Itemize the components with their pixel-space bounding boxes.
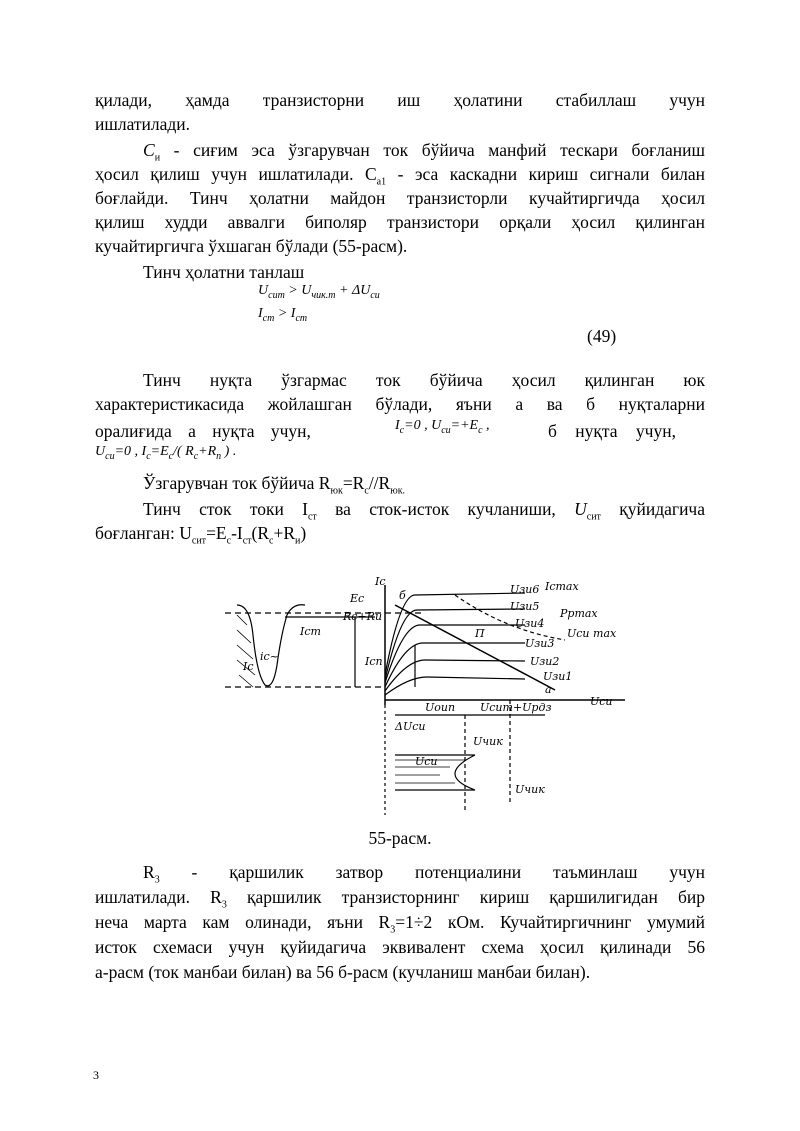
label-point-b: б bbox=[399, 589, 406, 602]
p6-text-b: ва сток-исток кучланиши, bbox=[316, 499, 575, 519]
label-rc-ru: Rc+Ru bbox=[343, 610, 383, 623]
paragraph-5-text: Ўзгарувчан ток бўйича R bbox=[143, 473, 331, 493]
p5-sub2: c bbox=[364, 485, 369, 497]
cu-symbol: С bbox=[143, 140, 155, 160]
curve-uzi2 bbox=[385, 660, 525, 691]
paragraph-7-line-4: исток схемаси учун қуйидагича эквивалент схема ҳосил қилинади 56 bbox=[95, 937, 705, 957]
curve-uzi1 bbox=[385, 677, 525, 695]
math-a-sub: c bbox=[399, 424, 405, 436]
paragraph-4-line-3b: б нуқта учун, bbox=[548, 421, 676, 441]
math-b-sub5: п bbox=[216, 450, 222, 462]
math-a-rest2: =+E bbox=[450, 418, 479, 433]
label-uzi5: Uзи5 bbox=[510, 600, 540, 613]
math-b-sub3: c bbox=[168, 450, 174, 462]
p6-u-symbol: U bbox=[574, 499, 587, 519]
label-ec: Ec bbox=[350, 592, 365, 605]
p6-line2-sub5: и bbox=[295, 535, 301, 547]
paragraph-2-line-2-text: ҳосил қилиш учун ишлатилади. С bbox=[95, 164, 377, 184]
label-uzi6: Uзи6 bbox=[510, 583, 540, 596]
label-ic-tilde: ic~ bbox=[260, 650, 279, 663]
label-uzi1: Uзи1 bbox=[543, 670, 573, 683]
label-uzi4: Uзи4 bbox=[515, 617, 545, 630]
math-b-u: U bbox=[95, 444, 106, 459]
formula-2-i: I bbox=[258, 306, 263, 321]
math-b-sub2: c bbox=[146, 450, 151, 462]
page-number: 3 bbox=[93, 1068, 99, 1082]
p6-text-d: қуйидагича bbox=[600, 499, 706, 519]
equation-number: (49) bbox=[587, 326, 617, 346]
paragraph-2-line-4: қилиш худди аввалги биполяр транзистори орқали ҳосил қилинган bbox=[95, 212, 705, 232]
math-b-rest: =0 , I bbox=[114, 444, 147, 459]
math-b-rest4: +R bbox=[198, 444, 217, 459]
p7-line2-text: ишлатилади. R bbox=[95, 887, 222, 907]
math-a-end: , bbox=[482, 418, 490, 433]
label-ic-left: Ic bbox=[243, 660, 254, 673]
p5-sub: юк bbox=[330, 485, 343, 497]
formula-1-sub: сит bbox=[268, 289, 285, 301]
p7-line2-rest: қаршилик транзисторнинг кириш қаршилигидан бир bbox=[226, 887, 705, 907]
formula-1-u: U bbox=[258, 283, 269, 298]
math-a-sub3: c bbox=[478, 424, 483, 436]
paragraph-4-line-3a: оралиғида а нуқта учун, bbox=[95, 421, 311, 441]
p5-rest2: //R bbox=[368, 473, 391, 493]
label-uzi3: Uзи3 bbox=[525, 637, 555, 650]
p6-sub-a: ст bbox=[307, 511, 317, 523]
p6-line2-end: ) bbox=[300, 523, 307, 543]
paragraph-2-line-3: боғлайди. Тинч ҳолатни майдон транзисторли кучайтиргичда ҳосил bbox=[95, 188, 705, 208]
math-b-rest3: /( R bbox=[173, 444, 194, 459]
label-u-chik-1: Uчик bbox=[473, 735, 503, 748]
label-u-chik-2: Uчик bbox=[515, 783, 545, 796]
label-icp: Icп bbox=[365, 655, 383, 668]
paragraph-2-line-5: кучайтиргичга ўхшаган бўлади (55-расм). bbox=[95, 236, 408, 256]
paragraph-4-line-1: Тинч нуқта ўзгармас ток бўйича ҳосил қилинган юк bbox=[143, 370, 705, 390]
curve-uzi4 bbox=[385, 625, 525, 683]
label-u-bottom: Uси bbox=[415, 755, 438, 768]
p6-sub-c: сит bbox=[586, 511, 601, 523]
label-point-a: а bbox=[545, 683, 552, 696]
p7-line2-sub: 3 bbox=[221, 899, 227, 911]
p6-line2-rest3: (R bbox=[251, 523, 270, 543]
p5-sub3: юк. bbox=[390, 485, 406, 497]
p6-text-a: Тинч сток токи I bbox=[143, 499, 308, 519]
label-icmax: Icmax bbox=[545, 580, 579, 593]
formula-2-gt: > I bbox=[274, 306, 296, 321]
paragraph-6-line-2 bbox=[95, 521, 705, 554]
curve-uzi3 bbox=[385, 643, 525, 687]
p7-line3-sub: 3 bbox=[390, 924, 396, 936]
formula-2 bbox=[258, 306, 307, 324]
label-ic: Ic bbox=[375, 575, 386, 588]
cu-subscript: и bbox=[154, 152, 161, 164]
p6-line2-sub4: c bbox=[269, 535, 274, 547]
p6-line2-sub: сит bbox=[191, 535, 207, 547]
formula-1-gt: > U bbox=[284, 283, 312, 298]
paragraph-1-line-1: қилади, ҳамда транзисторни иш ҳолатини стабиллаш учун bbox=[95, 90, 705, 110]
p6-line2-rest2: -I bbox=[231, 523, 243, 543]
formula-1-sub3: си bbox=[370, 289, 380, 301]
figure-55-transistor-characteristics bbox=[225, 575, 635, 815]
p6-line2-text: боғланган: U bbox=[95, 523, 192, 543]
formula-1-sub2: чик.т bbox=[311, 289, 336, 301]
label-uzi2: Uзи2 bbox=[530, 655, 560, 668]
label-usm: Uсит+Uрдз bbox=[480, 701, 552, 714]
p7-line1-rest: - қаршилик затвор потенциалини таъминлаш учун bbox=[159, 862, 705, 882]
p7-r3: R bbox=[143, 862, 155, 882]
math-a-i: I bbox=[395, 418, 400, 433]
math-point-a bbox=[395, 418, 490, 436]
p5-rest: =R bbox=[342, 473, 365, 493]
math-b-rest2: =E bbox=[150, 444, 169, 459]
label-usi-max: Ucи max bbox=[567, 627, 617, 640]
math-a-sub2: си bbox=[441, 424, 451, 436]
p6-line2-sub2: c bbox=[226, 535, 232, 547]
formula-1 bbox=[258, 283, 380, 301]
curve-uzi5 bbox=[385, 609, 525, 680]
p7-r3-sub: 3 bbox=[154, 874, 160, 886]
paragraph-1-line-2: ишлатилади. bbox=[95, 114, 191, 134]
math-a-rest: =0 , U bbox=[404, 418, 442, 433]
paragraph-2-line-1-text: - сиғим эса ўзгарувчан ток бўйича манфий тескари боғланиш bbox=[160, 140, 705, 160]
formula-2-sub2: ст bbox=[295, 312, 308, 324]
ca1-subscript: а1 bbox=[376, 176, 387, 188]
p6-line2-rest: =E bbox=[206, 523, 227, 543]
p6-line2-sub3: ст bbox=[242, 535, 252, 547]
paragraph-7-line-5: а-расм (ток манбаи билан) ва 56 б-расм (кучланиш манбаи билан). bbox=[95, 962, 591, 982]
p7-line3-text: неча марта кам олинади, яъни R bbox=[95, 912, 391, 932]
figure-caption: 55-расм. bbox=[368, 828, 432, 848]
label-ucu: Ucu bbox=[590, 695, 613, 708]
label-point-n: П bbox=[475, 627, 485, 640]
paragraph-3: Тинч ҳолатни танлаш bbox=[143, 262, 305, 282]
formula-1-plus: + ΔU bbox=[335, 283, 371, 298]
math-b-sub4: c bbox=[193, 450, 199, 462]
paragraph-2-line-2-rest: - эса каскадни кириш сигнали билан bbox=[386, 164, 705, 184]
math-b-sub: си bbox=[105, 450, 115, 462]
p7-line3-rest: =1÷2 кОм. Кучайтиргичнинг умумий bbox=[395, 912, 706, 932]
math-point-b bbox=[95, 444, 236, 462]
math-b-end: ) . bbox=[221, 444, 237, 459]
label-ict: Icт bbox=[300, 625, 321, 638]
formula-2-sub: ст bbox=[262, 312, 275, 324]
label-delta-u: ΔUси bbox=[395, 720, 426, 733]
p6-line2-rest4: +R bbox=[273, 523, 296, 543]
label-pmax: Pрmax bbox=[560, 607, 598, 620]
label-uosh: Uоuп bbox=[425, 701, 456, 714]
paragraph-4-line-2: характеристикасида жойлашган бўлади, яъни а ва б нуқталарни bbox=[95, 394, 705, 414]
